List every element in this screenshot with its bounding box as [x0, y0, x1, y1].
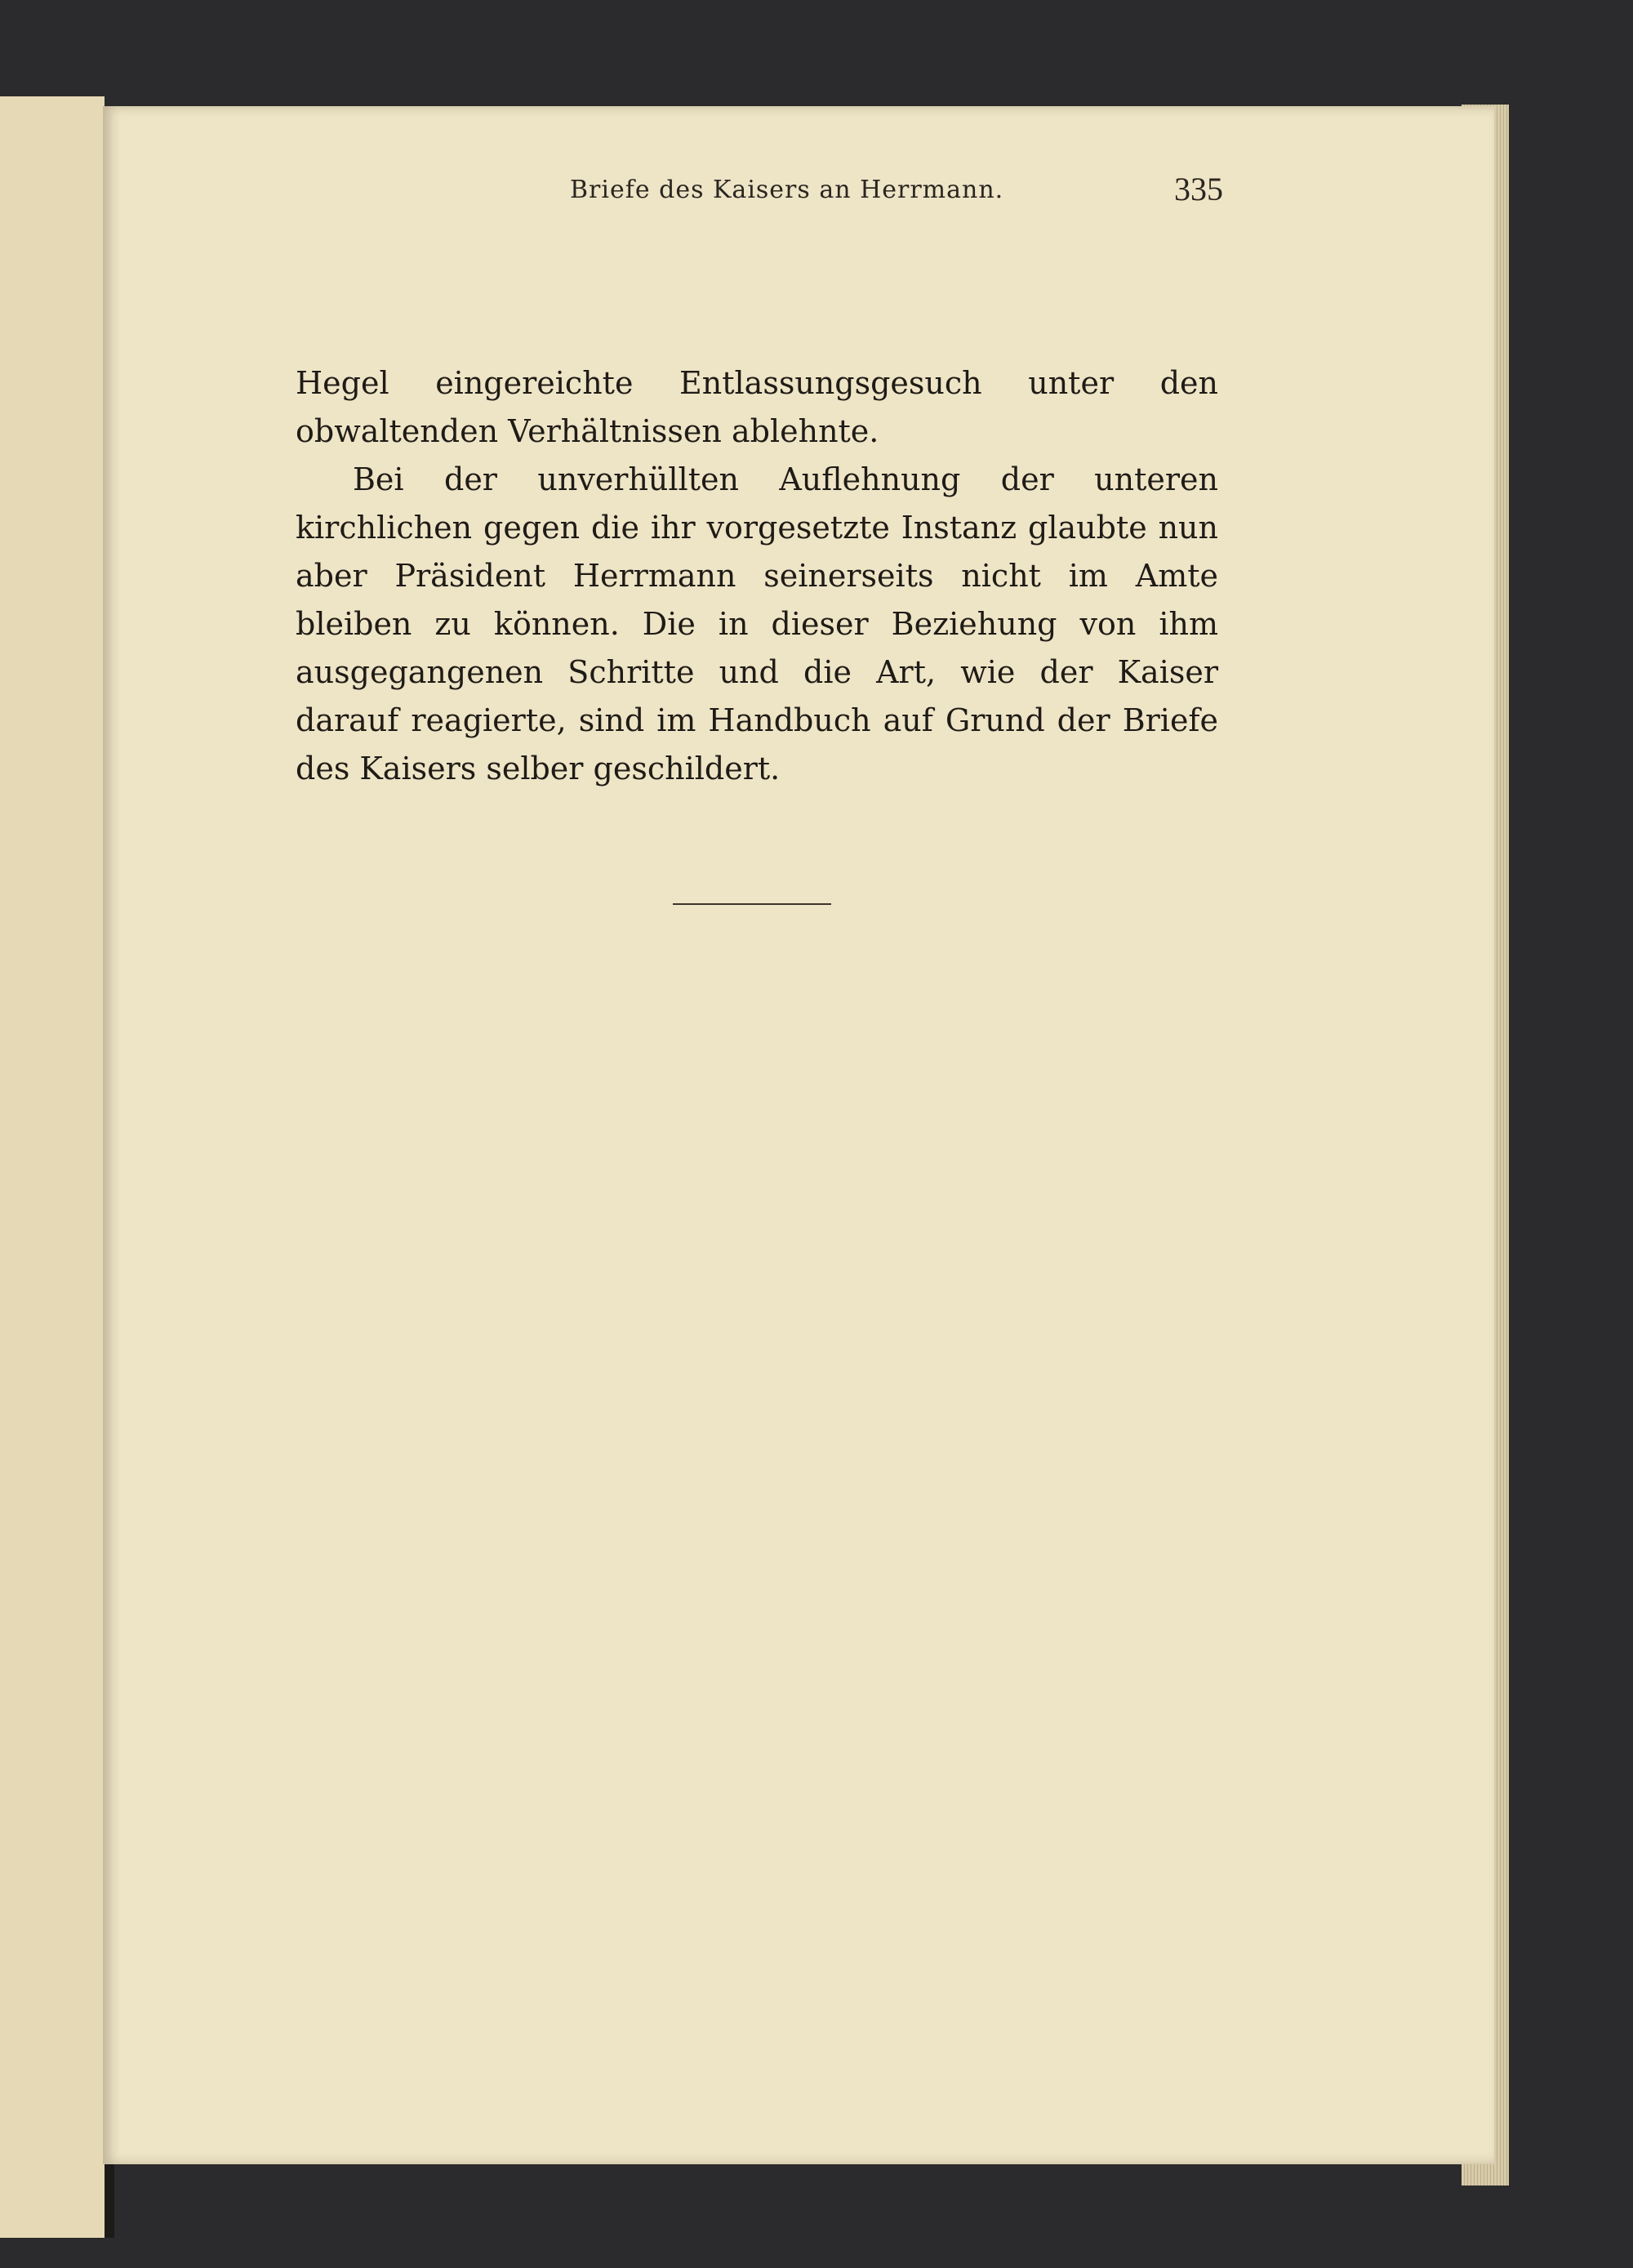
book-page	[103, 106, 1494, 2164]
body-text	[296, 359, 1218, 793]
section-end-rule	[673, 903, 831, 905]
paragraph-2: Bei der unverhüllten Auflehnung der unteren kirchlichen gegen die ihr vorgesetzte Instanz glaubte nun aber Präsident Herrmann seinerseits nicht im Amte bleiben zu können. Die in dieser Beziehung von ihm ausgegangenen Schritte und die Art, wie der Kaiser darauf reagierte, sind im Handbuch auf Grund der Briefe des Kaisers selber geschildert.	[296, 461, 1218, 786]
page-number: 335	[1174, 171, 1223, 207]
paragraph-1: Hegel eingereichte Entlassungsgesuch unter den obwaltenden Verhältnissen ablehnte.	[296, 365, 1218, 449]
running-head: Briefe des Kaisers an Herrmann.	[570, 176, 1004, 204]
left-page-edge	[0, 96, 105, 2238]
